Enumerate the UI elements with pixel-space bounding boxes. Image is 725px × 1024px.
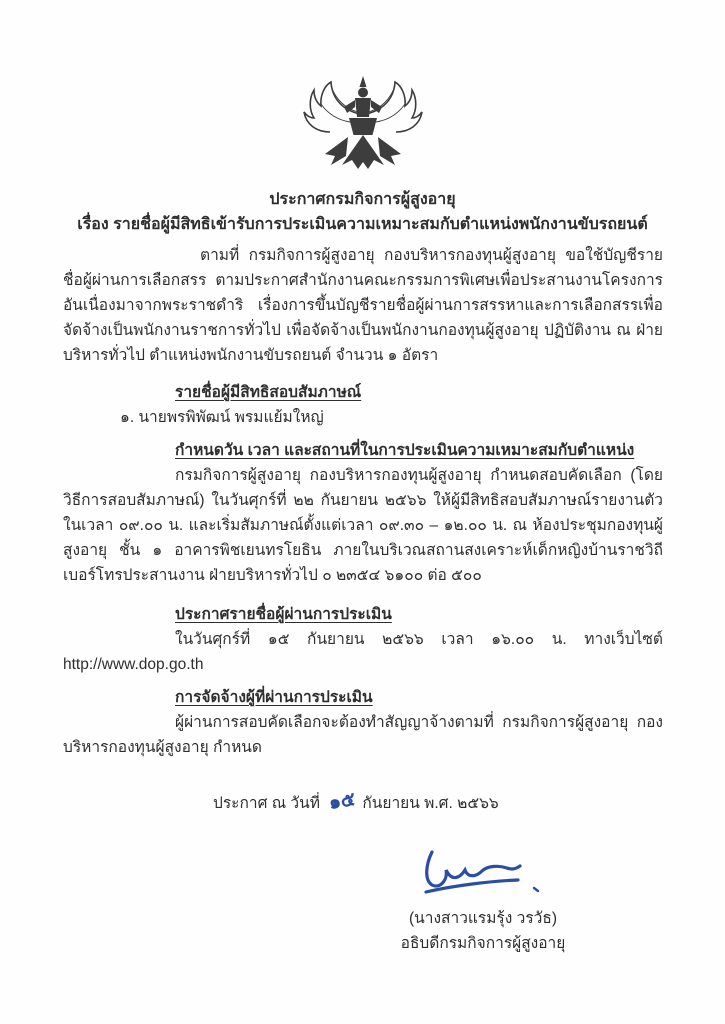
schedule-paragraph: กรมกิจการผู้สูงอายุ กองบริหารกองทุนผู้สูงอายุ กำหนดสอบคัดเลือก (โดยวิธีการสอบสัมภาษณ์) ในวันศุกร์ที่ ๒๒ กันยายน ๒๕๖๖ ให้ผู้มีสิทธิสอบสัมภาษณ์รายงานตัว ในเวลา ๐๙.๐๐ น. และเริ่มสัมภาษณ์ตั้งแต่เวลา ๐๙.๓๐ – ๑๒.๐๐ น. ณ ห้องประชุมกองทุนผู้สูงอายุ ชั้น ๑ อาคารพิชเยนทรโยธิน ภายในบริเวณสถานสงเคราะห์เด็กหญิงบ้านราชวิถี เบอร์โทรประสานงาน ฝ่ายบริหารทั่วไป ๐ ๒๓๕๔ ๖๑๐๐ ต่อ ๕๐๐ bbox=[63, 467, 663, 584]
intro-paragraph: ตามที่ กรมกิจการผู้สูงอายุ กองบริหารกองทุนผู้สูงอายุ ขอใช้บัญชีรายชื่อผู้ผ่านการเลือกสรร ตามประกาศสำนักงานคณะกรรมการพิเศษเพื่อประสานงานโครงการอันเนื่องมาจากพระราชดำริ เรื่องการขึ้นบัญชีรายชื่อผู้ผ่านการสรรหาและการเลือกสรรเพื่อจัดจ้างเป็นพนักงานราชการทั่วไป เพื่อจัดจ้างเป็นพนักงานกองทุนผู้สูงอายุ ปฏิบัติงาน ณ ฝ่ายบริหารทั่วไป ตำแหน่งพนักงานขับรถยนต์ จำนวน ๑ อัตรา bbox=[63, 247, 663, 364]
announcement-date-line bbox=[63, 790, 663, 816]
signature-block bbox=[353, 844, 613, 956]
signatory-name: (นางสาวแรมรุ้ง วรวัธ) bbox=[409, 910, 557, 927]
hiring-paragraph: ผู้ผ่านการสอบคัดเลือกจะต้องทำสัญญาจ้างตามที่ กรมกิจการผู้สูงอายุ กองบริหารกองทุนผู้สูงอายุ กำหนด bbox=[63, 714, 663, 756]
date-suffix: กันยายน พ.ศ. ๒๕๖๖ bbox=[362, 795, 499, 812]
candidate-name: ๑. นายพรพิพัฒน์ พรมแย้มใหญ่ bbox=[120, 409, 324, 426]
garuda-emblem-icon bbox=[302, 76, 424, 177]
doc-subject: เรื่อง รายชื่อผู้มีสิทธิเข้ารับการประเมินความเหมาะสมกับตำแหน่งพนักงานขับรถยนต์ bbox=[77, 216, 648, 233]
results-text: ในวันศุกร์ที่ ๑๕ กันยายน ๒๕๖๖ เวลา ๑๖.๐๐ น. ทางเว็บไซต์ bbox=[175, 631, 663, 648]
signatory-position: อธิบดีกรมกิจการผู้สูงอายุ bbox=[400, 935, 566, 952]
section-heading-interview-list: รายชื่อผู้มีสิทธิสอบสัมภาษณ์ bbox=[175, 384, 362, 401]
website-url: http://www.dop.go.th bbox=[63, 656, 204, 673]
title-block bbox=[0, 187, 725, 237]
signature-ink-icon bbox=[408, 844, 558, 902]
section-heading-schedule: กำหนดวัน เวลา และสถานที่ในการประเมินความเหมาะสมกับตำแหน่ง bbox=[175, 442, 635, 459]
handwritten-day: ๑๕ bbox=[327, 789, 357, 814]
section-heading-results: ประกาศรายชื่อผู้ผ่านการประเมิน bbox=[175, 606, 392, 623]
section-heading-hiring: การจัดจ้างผู้ที่ผ่านการประเมิน bbox=[175, 689, 373, 706]
results-paragraph bbox=[63, 627, 663, 677]
doc-title: ประกาศกรมกิจการผู้สูงอายุ bbox=[269, 191, 456, 208]
date-prefix: ประกาศ ณ วันที่ bbox=[213, 795, 320, 812]
